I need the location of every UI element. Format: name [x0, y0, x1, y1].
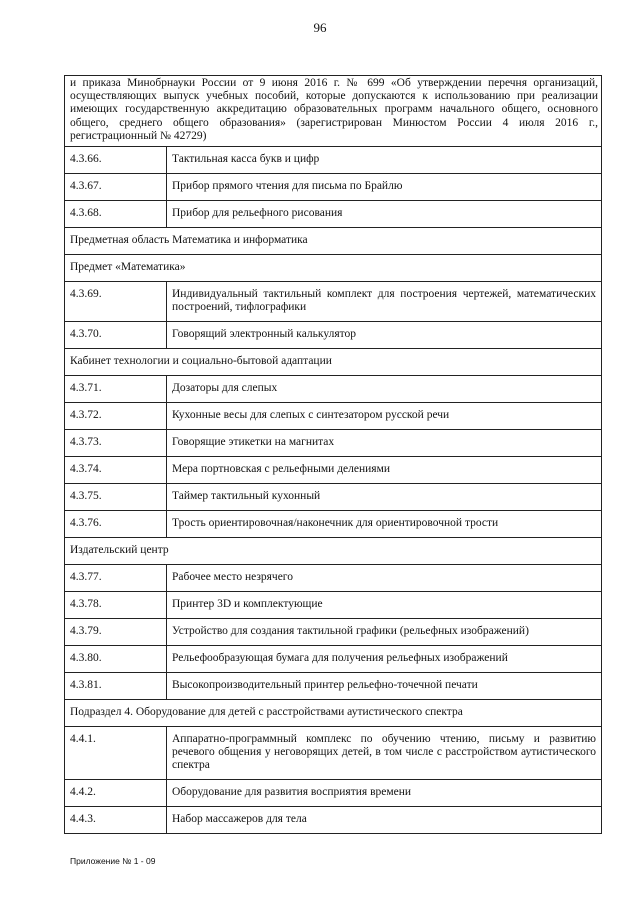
- item-name: Трость ориентировочная/наконечник для ориентировочной трости: [167, 511, 602, 538]
- table-row: [65, 430, 602, 457]
- item-number: 4.3.67.: [65, 174, 167, 201]
- item-name: Прибор для рельефного рисования: [167, 201, 602, 228]
- item-number: 4.3.71.: [65, 376, 167, 403]
- item-name: Говорящие этикетки на магнитах: [167, 430, 602, 457]
- intro-row: [65, 76, 602, 147]
- table-row: [65, 780, 602, 807]
- section-heading: Издательский центр: [65, 538, 602, 565]
- item-name: Набор массажеров для тела: [167, 807, 602, 834]
- item-number: 4.3.78.: [65, 592, 167, 619]
- item-number: 4.3.76.: [65, 511, 167, 538]
- section-heading: Предметная область Математика и информатика: [65, 228, 602, 255]
- item-number: 4.3.70.: [65, 322, 167, 349]
- item-name: Индивидуальный тактильный комплект для построения чертежей, математических построений, тифлографики: [167, 282, 602, 322]
- table-row: [65, 322, 602, 349]
- item-number: 4.4.1.: [65, 727, 167, 780]
- section-heading: Кабинет технологии и социально-бытовой адаптации: [65, 349, 602, 376]
- item-number: 4.3.75.: [65, 484, 167, 511]
- table-row: [65, 807, 602, 834]
- item-number: 4.3.69.: [65, 282, 167, 322]
- item-name: Устройство для создания тактильной графики (рельефных изображений): [167, 619, 602, 646]
- section-row: [65, 538, 602, 565]
- item-name: Кухонные весы для слепых с синтезатором русской речи: [167, 403, 602, 430]
- section-heading: Подраздел 4. Оборудование для детей с расстройствами аутистического спектра: [65, 700, 602, 727]
- table-row: [65, 403, 602, 430]
- section-row: [65, 228, 602, 255]
- item-name: Мера портновская с рельефными делениями: [167, 457, 602, 484]
- table-row: [65, 673, 602, 700]
- item-number: 4.3.77.: [65, 565, 167, 592]
- item-number: 4.3.74.: [65, 457, 167, 484]
- section-row: [65, 255, 602, 282]
- intro-text: и приказа Минобрнауки России от 9 июня 2016 г. № 699 «Об утверждении перечня организаций, осуществляющих выпуск учебных пособий, которые допускаются к использованию при реализации имеющих государственную аккредитацию образовательных программ начального общего, основного общего, среднего общего образования» (зарегистрирован Минюстом России 4 июля 2016 г., регистрационный № 42729): [65, 76, 602, 147]
- section-row: [65, 700, 602, 727]
- section-heading: Предмет «Математика»: [65, 255, 602, 282]
- table-row: [65, 282, 602, 322]
- table-row: [65, 147, 602, 174]
- item-name: Прибор прямого чтения для письма по Брайлю: [167, 174, 602, 201]
- table-row: [65, 174, 602, 201]
- item-number: 4.3.79.: [65, 619, 167, 646]
- item-number: 4.3.66.: [65, 147, 167, 174]
- footer-note: Приложение № 1 - 09: [70, 856, 156, 866]
- table-row: [65, 376, 602, 403]
- item-name: Говорящий электронный калькулятор: [167, 322, 602, 349]
- item-number: 4.3.81.: [65, 673, 167, 700]
- item-name: Оборудование для развития восприятия времени: [167, 780, 602, 807]
- item-name: Таймер тактильный кухонный: [167, 484, 602, 511]
- item-name: Рельефообразующая бумага для получения рельефных изображений: [167, 646, 602, 673]
- item-name: Тактильная касса букв и цифр: [167, 147, 602, 174]
- table-row: [65, 201, 602, 228]
- table-row: [65, 511, 602, 538]
- table-row: [65, 592, 602, 619]
- item-number: 4.4.3.: [65, 807, 167, 834]
- table-row: [65, 457, 602, 484]
- page-number: 96: [313, 20, 327, 35]
- item-name: Высокопроизводительный принтер рельефно-точечной печати: [167, 673, 602, 700]
- item-number: 4.3.68.: [65, 201, 167, 228]
- item-name: Аппаратно-программный комплекс по обучению чтению, письму и развитию речевого общения у неговорящих детей, в том числе с расстройством аутистического спектра: [167, 727, 602, 780]
- item-name: Дозаторы для слепых: [167, 376, 602, 403]
- item-number: 4.4.2.: [65, 780, 167, 807]
- item-number: 4.3.72.: [65, 403, 167, 430]
- equipment-table: [64, 75, 602, 834]
- item-number: 4.3.80.: [65, 646, 167, 673]
- item-name: Рабочее место незрячего: [167, 565, 602, 592]
- table-row: [65, 565, 602, 592]
- item-name: Принтер 3D и комплектующие: [167, 592, 602, 619]
- table-row: [65, 619, 602, 646]
- item-number: 4.3.73.: [65, 430, 167, 457]
- section-row: [65, 349, 602, 376]
- table-row: [65, 484, 602, 511]
- table-row: [65, 727, 602, 780]
- table-row: [65, 646, 602, 673]
